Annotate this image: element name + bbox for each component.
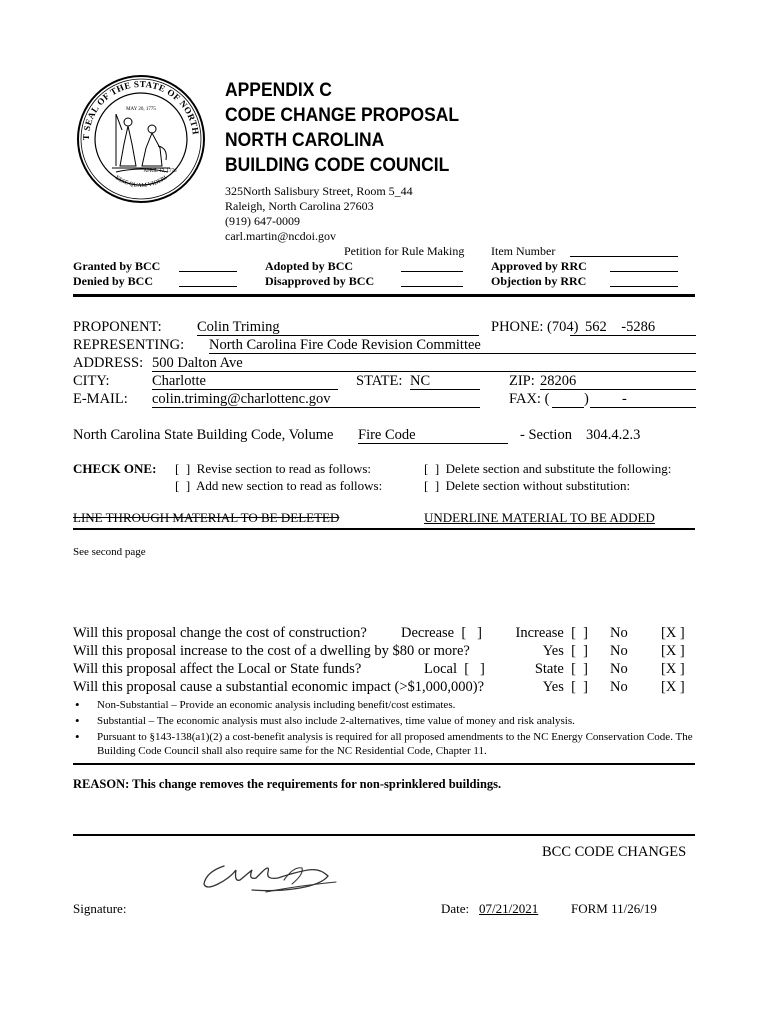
phone-label: PHONE: (704)	[491, 319, 579, 335]
cost-increase[interactable]: Increase [ ]	[515, 625, 588, 641]
zip-line	[540, 389, 696, 390]
form-version: FORM 11/26/19	[571, 901, 657, 916]
phone-line	[570, 335, 696, 336]
email-value[interactable]: colin.triming@charlottenc.gov	[152, 391, 331, 407]
address-label: ADDRESS:	[73, 355, 144, 371]
check-option-revise[interactable]: [ ] Revise section to read as follows:	[175, 461, 372, 476]
reason-text: REASON: This change removes the requirements for non-sprinklered buildings.	[73, 777, 502, 791]
objection-rrc-label: Objection by RRC	[491, 274, 587, 288]
cost-no-1: No	[610, 625, 628, 641]
item-number-label: Item Number	[491, 244, 556, 258]
list-item: • Substantial – The economic analysis must also include 2-alternatives, time value of money and risk analysis.	[73, 714, 693, 728]
representing-label: REPRESENTING:	[73, 337, 185, 353]
code-volume-line	[358, 443, 508, 444]
phone-value[interactable]: 562 -5286	[585, 319, 656, 335]
svg-text:THE GREAT SEAL OF THE STATE OF: T SEAL OF THE STATE OF NORTH	[80, 78, 201, 141]
check-option-add[interactable]: [ ] Add new section to read as follows:	[175, 478, 383, 493]
approved-rrc-line[interactable]	[610, 271, 678, 272]
cost-notes-list	[73, 698, 693, 758]
signature-image	[196, 858, 346, 900]
address-line-4: carl.martin@ncdoi.gov	[225, 229, 337, 243]
address-value[interactable]: 500 Dalton Ave	[152, 355, 243, 371]
city-value[interactable]: Charlotte	[152, 373, 206, 389]
title-line-3: NORTH CAROLINA	[225, 130, 385, 151]
state-line	[410, 389, 480, 390]
divider-reason	[73, 763, 695, 765]
date-value[interactable]: 07/21/2021	[479, 901, 539, 916]
cost-yes-4[interactable]: Yes [ ]	[542, 679, 588, 695]
cost-check-3[interactable]: [X ]	[661, 661, 685, 677]
city-line	[152, 389, 338, 390]
cost-no-4: No	[610, 679, 628, 695]
address-line	[152, 371, 696, 372]
granted-line[interactable]	[179, 271, 237, 272]
zip-label: ZIP:	[509, 373, 535, 389]
proponent-value[interactable]: Colin Triming	[197, 319, 280, 335]
representing-line	[209, 353, 696, 354]
check-option-delete-substitute[interactable]: [ ] Delete section and substitute the following:	[424, 461, 672, 476]
denied-line[interactable]	[179, 286, 237, 287]
section-label: - Section	[520, 427, 572, 443]
address-line-2: Raleigh, North Carolina 27603	[225, 199, 374, 213]
representing-value[interactable]: North Carolina Fire Code Revision Committee	[209, 337, 481, 353]
svg-text:ESSE QUAM VIDERI: ESSE QUAM VIDERI	[113, 175, 169, 190]
title-line-2: CODE CHANGE PROPOSAL	[225, 105, 460, 126]
cost-question-4: Will this proposal cause a substantial economic impact (>$1,000,000)?	[73, 679, 485, 695]
disapproved-line[interactable]	[401, 286, 463, 287]
objection-rrc-line[interactable]	[610, 286, 678, 287]
check-one-label: CHECK ONE:	[73, 461, 157, 476]
fax-dash: -	[622, 391, 627, 407]
state-seal	[76, 74, 206, 204]
signature-label: Signature:	[73, 901, 127, 916]
section-value[interactable]: 304.4.2.3	[586, 427, 641, 443]
fax-label: FAX: (	[509, 391, 550, 407]
address-line-3: (919) 647-0009	[225, 214, 300, 228]
city-label: CITY:	[73, 373, 110, 389]
denied-label: Denied by BCC	[73, 274, 154, 288]
cost-no-2: No	[610, 643, 628, 659]
list-item: • Pursuant to §143-138(a1)(2) a cost-benefit analysis is required for all proposed amendments to the NC Energy Conservation Code. The Building Code Council shall also require same for the NC Residential Code, Chapter 11.	[73, 730, 693, 758]
svg-text:MAY 20, 1775: MAY 20, 1775	[126, 107, 156, 112]
proponent-line	[197, 335, 479, 336]
svg-text:APRIL 12, 1776: APRIL 12, 1776	[143, 169, 177, 174]
fax-area-line[interactable]	[552, 407, 584, 408]
email-line	[152, 407, 480, 408]
divider-top	[73, 294, 695, 297]
proponent-label: PROPONENT:	[73, 319, 162, 335]
title-line-4: BUILDING CODE COUNCIL	[225, 155, 450, 176]
check-option-delete[interactable]: [ ] Delete section without substitution:	[424, 478, 631, 493]
adopted-line[interactable]	[401, 271, 463, 272]
fax-close: )	[584, 391, 589, 407]
cost-check-2[interactable]: [X ]	[661, 643, 685, 659]
cost-local[interactable]: Local [ ]	[424, 661, 485, 677]
petition-label: Petition for Rule Making	[344, 244, 465, 258]
list-item: • Non-Substantial – Provide an economic analysis including benefit/cost estimates.	[73, 698, 693, 712]
state-value[interactable]: NC	[410, 373, 431, 389]
state-label: STATE:	[356, 373, 403, 389]
signature-icon	[196, 858, 346, 900]
legend-divider	[73, 528, 695, 530]
legend-added: UNDERLINE MATERIAL TO BE ADDED	[424, 510, 655, 525]
item-number-line[interactable]	[570, 256, 678, 257]
code-volume[interactable]: Fire Code	[358, 427, 416, 443]
cost-state[interactable]: State [ ]	[534, 661, 588, 677]
bcc-code-changes: BCC CODE CHANGES	[542, 844, 687, 860]
address-line-1: 325North Salisbury Street, Room 5_44	[225, 184, 413, 198]
cost-check-4[interactable]: [X ]	[661, 679, 685, 695]
cost-check-1[interactable]: [X ]	[661, 625, 685, 641]
see-second-page: See second page	[73, 546, 146, 558]
cost-decrease[interactable]: Decrease [ ]	[401, 625, 482, 641]
code-prefix: North Carolina State Building Code, Volume	[73, 427, 334, 443]
cost-question-1: Will this proposal change the cost of construction?	[73, 625, 367, 641]
approved-rrc-label: Approved by RRC	[491, 259, 587, 273]
title-line-1: APPENDIX C	[225, 80, 332, 101]
seal-icon	[76, 74, 206, 204]
divider-footer	[73, 834, 695, 836]
legend-deleted: LINE THROUGH MATERIAL TO BE DELETED	[73, 510, 340, 525]
disapproved-label: Disapproved by BCC	[265, 274, 375, 288]
email-label: E-MAIL:	[73, 391, 128, 407]
date-label: Date:	[441, 901, 470, 916]
cost-question-3: Will this proposal affect the Local or State funds?	[73, 661, 362, 677]
cost-question-2: Will this proposal increase to the cost of a dwelling by $80 or more?	[73, 643, 470, 659]
cost-yes-2[interactable]: Yes [ ]	[542, 643, 588, 659]
zip-value[interactable]: 28206	[540, 373, 577, 389]
granted-label: Granted by BCC	[73, 259, 161, 273]
fax-number-line[interactable]	[590, 407, 696, 408]
cost-no-3: No	[610, 661, 628, 677]
adopted-label: Adopted by BCC	[265, 259, 354, 273]
